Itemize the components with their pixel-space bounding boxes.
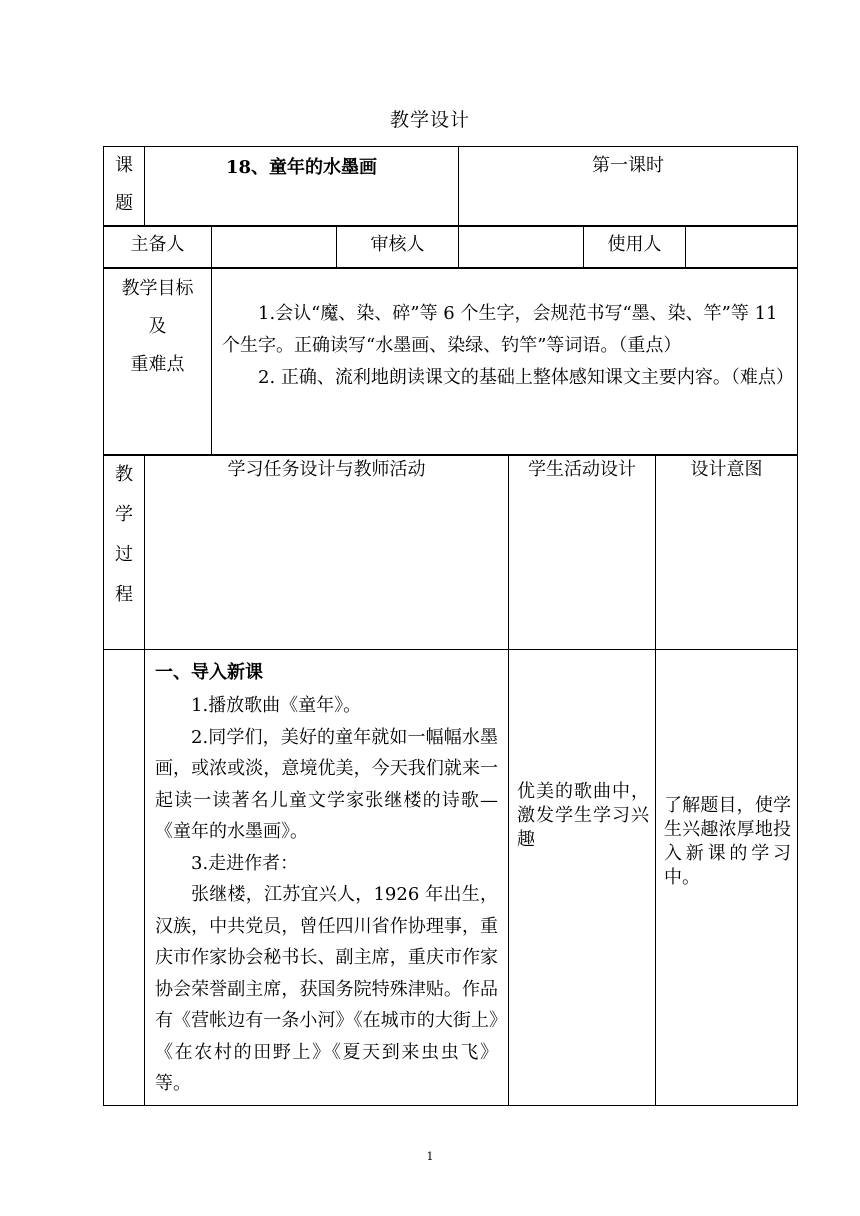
review-value — [459, 226, 584, 269]
process-empty-cell — [104, 650, 145, 1106]
goals-label-line1: 教学目标 — [121, 278, 194, 299]
section1-p3: 3.走进作者： — [191, 852, 299, 874]
column-header-student: 学生活动设计 — [509, 455, 656, 650]
header-table — [103, 146, 798, 227]
section1-p1: 1.播放歌曲《童年》。 — [191, 695, 362, 716]
lesson-title: 18、童年的水墨画 — [145, 147, 459, 227]
section1-content — [145, 650, 509, 1106]
column-header-tasks: 学习任务设计与教师活动 — [145, 455, 509, 650]
process-char-4: 程 — [115, 584, 133, 605]
process-label — [104, 455, 145, 650]
student-activity: 优美的歌曲中，激发学生学习兴趣 — [509, 650, 656, 1106]
goals-label-line2: 及 — [148, 316, 167, 337]
staff-table — [103, 225, 798, 269]
goal-item-1: 1.会认“魔、染、碎”等 6 个生字，会规范书写“墨、染、竿”等 11 个生字。正确读写“水墨画、染绿、钓竿”等词语。（重点） — [222, 303, 778, 356]
process-char-2: 学 — [115, 504, 133, 525]
goals-content — [212, 268, 798, 456]
process-char-1: 教 — [115, 464, 133, 485]
goals-label-line3: 重难点 — [130, 354, 185, 375]
page-title: 教学设计 — [389, 109, 470, 131]
goal-item-2: 2. 正确、流利地朗读课文的基础上整体感知课文主要内容。（难点） — [258, 367, 794, 388]
review-label: 审核人 — [337, 226, 459, 269]
column-header-intent: 设计意图 — [656, 455, 798, 650]
page-number: 1 — [426, 1150, 434, 1163]
lesson-label-cell — [104, 147, 145, 227]
process-char-3: 过 — [115, 544, 133, 565]
design-intent: 了解题目，使学生兴趣浓厚地投入新课的学习中。 — [656, 650, 798, 1106]
section1-heading: 一、导入新课 — [155, 662, 263, 683]
section1-p2: 2.同学们，美好的童年就如一幅幅水墨画，或浓或淡，意境优美，今天我们就来一起读一读著名儿童文学家张继楼的诗歌—《童年的水墨画》。 — [155, 726, 498, 842]
user-value — [686, 226, 798, 269]
prepare-value — [212, 226, 337, 269]
user-label: 使用人 — [584, 226, 686, 269]
session-label: 第一课时 — [459, 147, 798, 227]
prepare-label: 主备人 — [104, 226, 212, 269]
goals-table — [103, 267, 798, 456]
lesson-label: 课题 — [115, 155, 133, 214]
section1-p4: 张继楼，江苏宜兴人，1926 年出生，汉族，中共党员，曾任四川省作协理事，重庆市作家协会秘书长、副主席，重庆市作家协会荣誉副主席，获国务院特殊津贴。作品有《营帐边有一条小河》《在城市的大街上》《在农村的田野上》《夏天到来虫虫飞》等。 — [155, 884, 498, 1094]
process-table — [103, 454, 798, 1106]
goals-label — [104, 268, 212, 456]
